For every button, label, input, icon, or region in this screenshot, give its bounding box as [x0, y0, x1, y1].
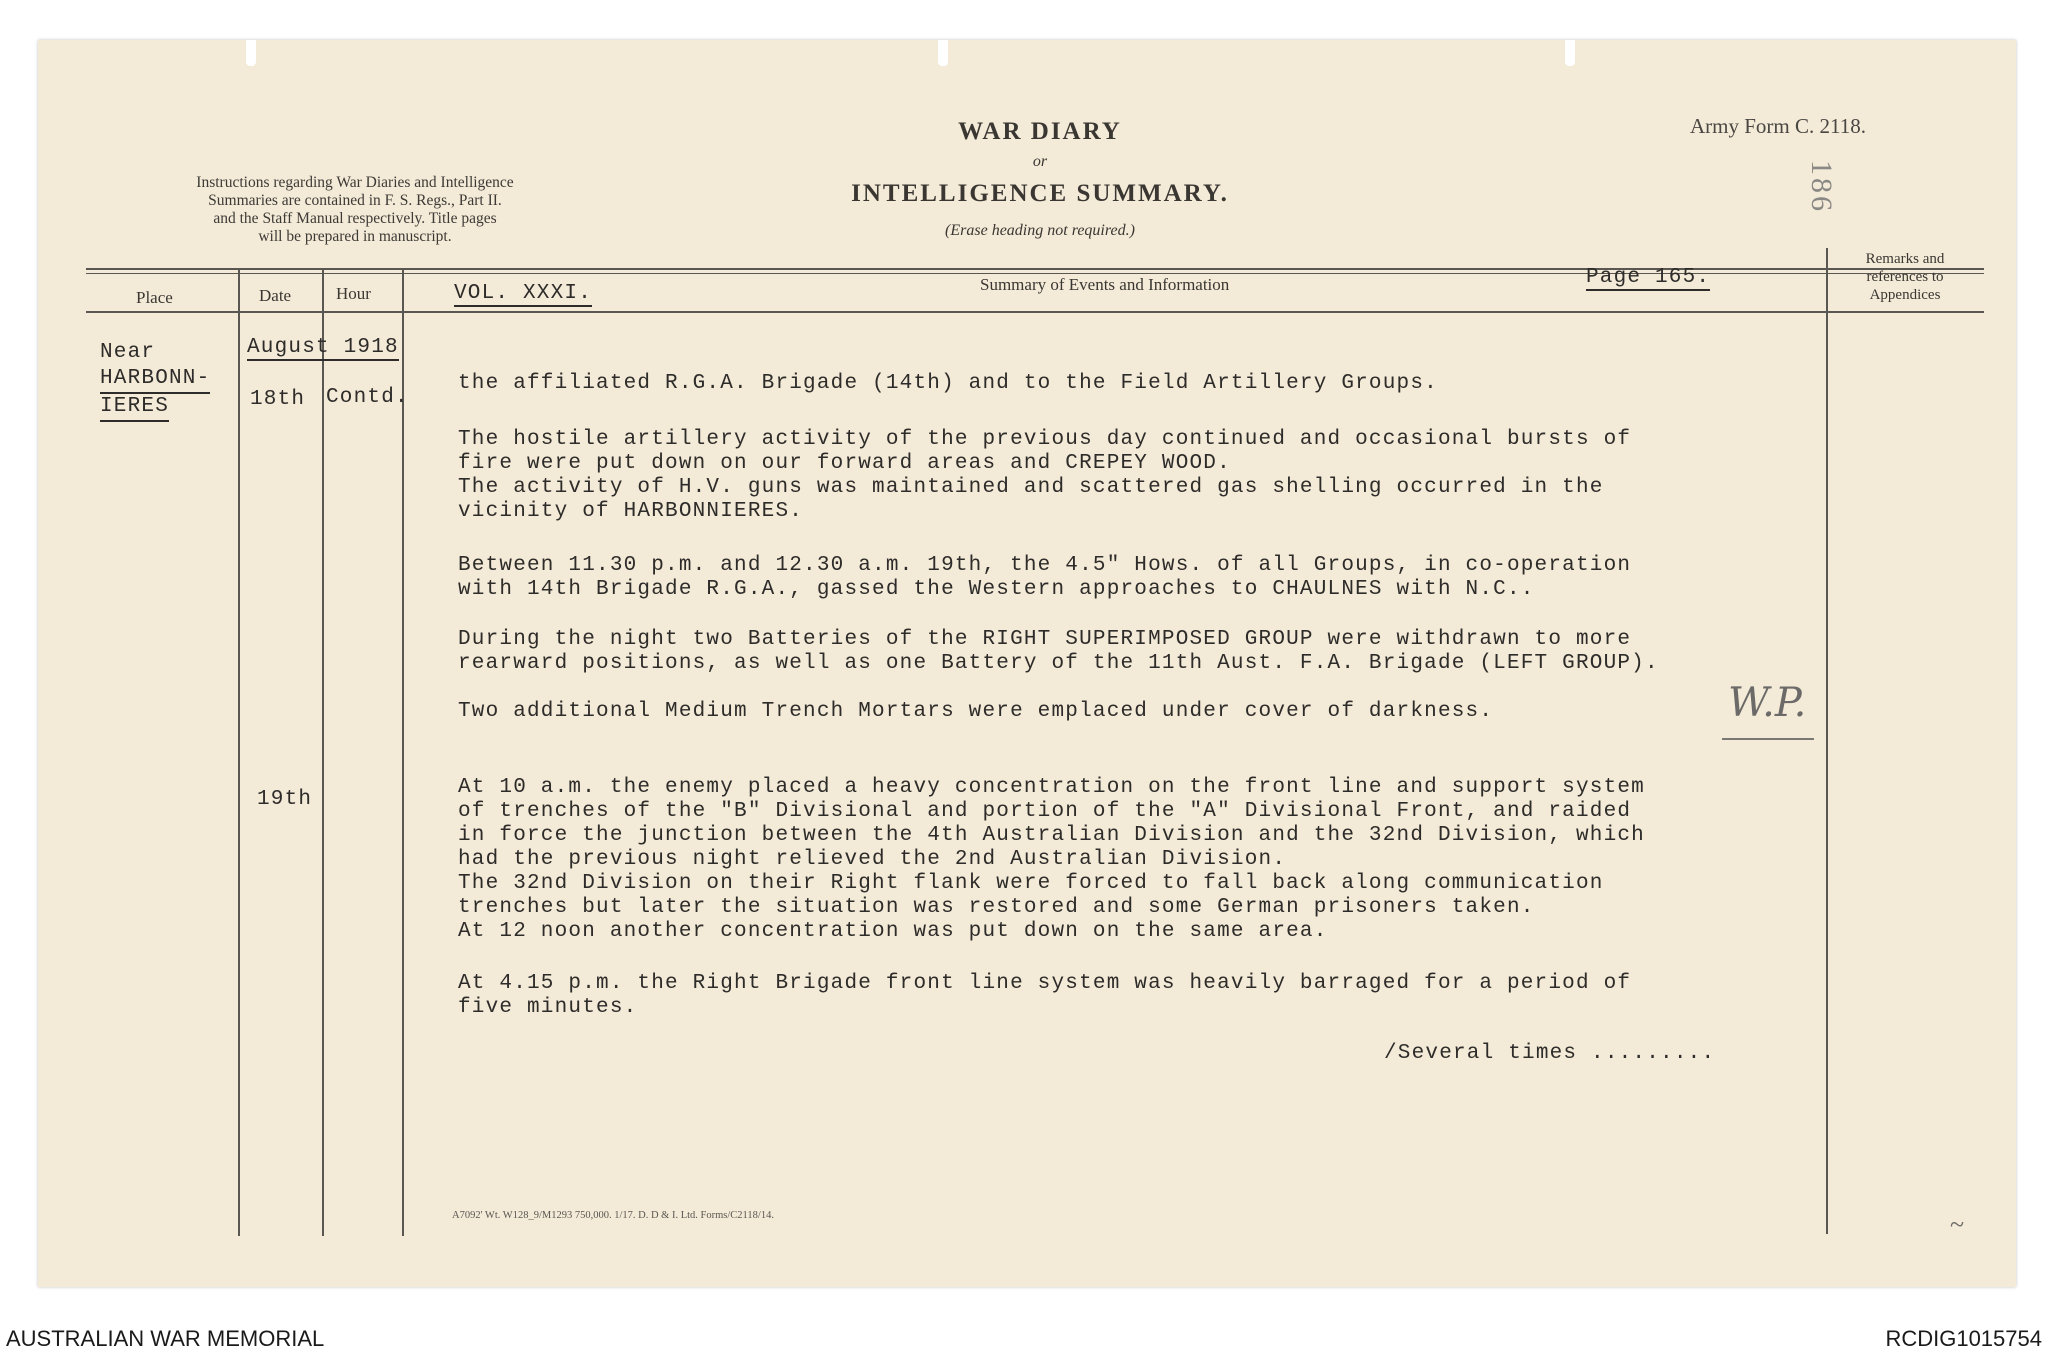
diary-line: rearward positions, as well as one Battery of the 11th Aust. F.A. Brigade (LEFT GROUP).	[458, 652, 1659, 675]
column-header-hour: Hour	[336, 284, 371, 303]
remarks-header-line: Remarks and	[1865, 251, 1945, 267]
punch-notch	[246, 40, 256, 66]
column-divider	[322, 268, 324, 1236]
instructions-line: will be prepared in manuscript.	[258, 228, 452, 245]
column-header-date: Date	[259, 286, 292, 305]
diary-text	[458, 0, 1818, 1100]
volume-label: VOL. XXXI.	[454, 282, 593, 305]
diary-line: At 10 a.m. the enemy placed a heavy concentration on the front line and support system	[458, 776, 1645, 799]
page-number: Page 165.	[1586, 266, 1711, 289]
diary-line: had the previous night relieved the 2nd Australian Division.	[458, 848, 1287, 871]
margin-mark: ~	[1950, 1210, 1965, 1239]
instructions-line: Instructions regarding War Diaries and Intelligence	[196, 174, 514, 191]
printer-line: A7092' Wt. W128_9/M1293 750,000. 1/17. D. D & I. Ltd. Forms/C2118/14.	[452, 1210, 774, 1221]
place-line: HARBONN-	[100, 366, 210, 394]
column-divider	[1826, 248, 1828, 1234]
diary-line: with 14th Brigade R.G.A., gassed the Western approaches to CHAULNES with N.C..	[458, 578, 1535, 601]
diary-line: in force the junction between the 4th Australian Division and the 32nd Division, which	[458, 824, 1645, 847]
diary-line: of trenches of the "B" Divisional and portion of the "A" Divisional Front, and raided	[458, 800, 1632, 823]
column-header-place: Place	[136, 288, 173, 307]
place-line: IERES	[100, 394, 169, 422]
signature-underline	[1722, 738, 1814, 740]
diary-line: The hostile artillery activity of the previous day continued and occasional bursts of	[458, 428, 1632, 451]
date-18th: 18th	[250, 388, 306, 411]
diary-line: fire were put down on our forward areas and CREPEY WOOD.	[458, 452, 1231, 475]
column-header-summary: Summary of Events and Information	[980, 275, 1230, 294]
army-form-label: Army Form C. 2118.	[1690, 114, 1866, 138]
diary-line: The 32nd Division on their Right flank were forced to fall back along communication	[458, 872, 1604, 895]
diary-line: The activity of H.V. guns was maintained and scattered gas shelling occurred in the	[458, 476, 1604, 499]
diary-line: At 12 noon another concentration was put down on the same area.	[458, 920, 1328, 943]
month-label: August 1918	[247, 336, 399, 359]
continuation-note: /Several times .........	[1384, 1042, 1716, 1065]
diary-line: At 4.15 p.m. the Right Brigade front line system was heavily barraged for a period of	[458, 972, 1632, 995]
instructions-line: Summaries are contained in F. S. Regs., Part II.	[208, 192, 502, 209]
diary-line: Between 11.30 p.m. and 12.30 a.m. 19th, the 4.5" Hows. of all Groups, in co-operation	[458, 554, 1632, 577]
place-line: Near	[100, 341, 156, 364]
diary-line: During the night two Batteries of the RIGHT SUPERIMPOSED GROUP were withdrawn to more	[458, 628, 1632, 651]
footer-record-id: RCDIG1015754	[1885, 1326, 2042, 1351]
diary-line: five minutes.	[458, 996, 638, 1019]
diary-line: Two additional Medium Trench Mortars were emplaced under cover of darkness.	[458, 700, 1494, 723]
title-or: or	[1032, 153, 1048, 170]
erase-note: (Erase heading not required.)	[945, 222, 1135, 239]
instructions-line: and the Staff Manual respectively. Title pages	[213, 210, 497, 227]
diary-line: vicinity of HARBONNIERES.	[458, 500, 804, 523]
signature-initials: W.P.	[1728, 680, 1807, 726]
title-war-diary: WAR DIARY	[958, 118, 1122, 145]
title-intelligence-summary: INTELLIGENCE SUMMARY.	[851, 180, 1229, 207]
hour-contd: Contd.	[326, 386, 409, 409]
column-divider	[238, 268, 240, 1236]
date-19th: 19th	[257, 788, 313, 811]
place-cell	[100, 340, 210, 422]
remarks-header-line: references to	[1866, 269, 1944, 285]
stamp-number: 186	[1805, 160, 1838, 214]
diary-line: trenches but later the situation was restored and some German prisoners taken.	[458, 896, 1535, 919]
column-header-remarks	[1830, 250, 1980, 304]
remarks-header-line: Appendices	[1869, 287, 1941, 303]
footer-institution: AUSTRALIAN WAR MEMORIAL	[6, 1326, 325, 1351]
diary-line: the affiliated R.G.A. Brigade (14th) and to the Field Artillery Groups.	[458, 372, 1438, 395]
column-divider	[402, 268, 404, 1236]
